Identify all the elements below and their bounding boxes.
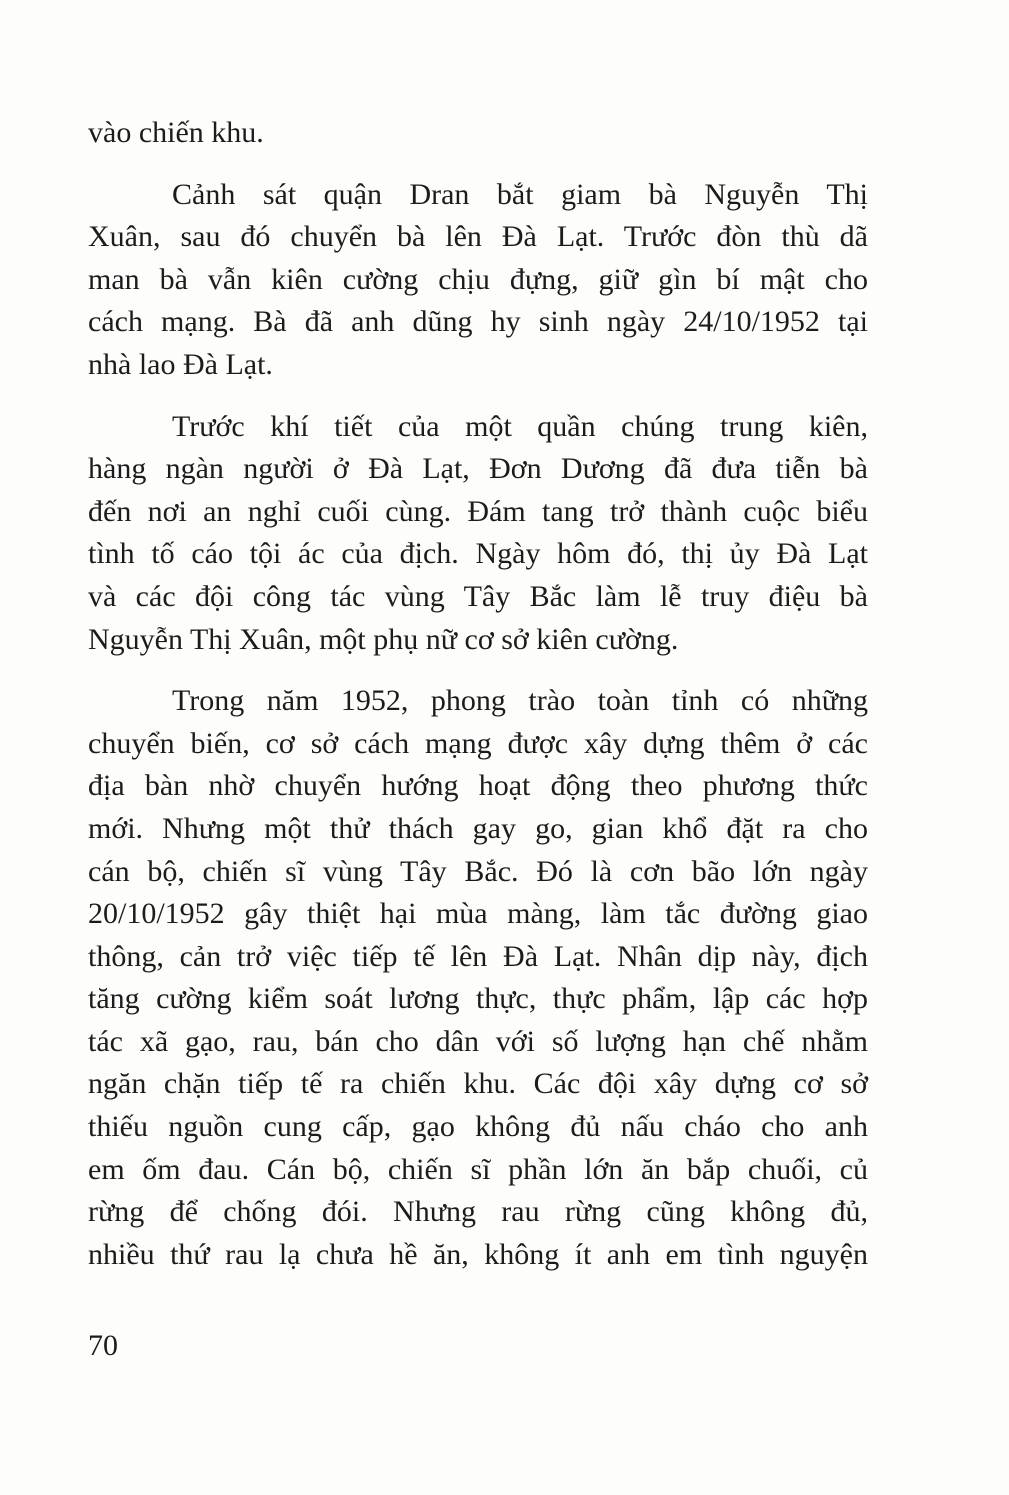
text-line: man bà vẫn kiên cường chịu đựng, giữ gìn bí mật cho bbox=[88, 262, 868, 296]
text-line: Nguyễn Thị Xuân, một phụ nữ cơ sở kiên cường. bbox=[88, 622, 679, 656]
paragraph-gap bbox=[88, 387, 868, 406]
text-line: chuyển biến, cơ sở cách mạng được xây dựng thêm ở các bbox=[88, 726, 868, 760]
paragraph bbox=[88, 174, 868, 387]
text-line: mới. Nhưng một thử thách gay go, gian khổ đặt ra cho bbox=[88, 811, 868, 845]
paragraph-gap bbox=[88, 155, 868, 174]
text-line: thông, cản trở việc tiếp tế lên Đà Lạt. Nhân dịp này, địch bbox=[88, 939, 868, 973]
text-line: địa bàn nhờ chuyển hướng hoạt động theo phương thức bbox=[88, 769, 868, 803]
body-text bbox=[88, 112, 868, 1276]
text-line: cán bộ, chiến sĩ vùng Tây Bắc. Đó là cơn bão lớn ngày bbox=[88, 854, 868, 888]
text-line: tăng cường kiểm soát lương thực, thực phẩm, lập các hợp bbox=[88, 982, 868, 1016]
paragraph bbox=[88, 680, 868, 1276]
paragraph bbox=[88, 112, 868, 155]
text-line: tác xã gạo, rau, bán cho dân với số lượng hạn chế nhằm bbox=[88, 1024, 868, 1058]
text-line: và các đội công tác vùng Tây Bắc làm lễ truy điệu bà bbox=[88, 579, 868, 613]
text-line: hàng ngàn người ở Đà Lạt, Đơn Dương đã đưa tiễn bà bbox=[88, 452, 868, 486]
text-line: nhiều thứ rau lạ chưa hề ăn, không ít anh em tình nguyện bbox=[88, 1237, 868, 1271]
text-line: Xuân, sau đó chuyển bà lên Đà Lạt. Trước đòn thù dã bbox=[88, 220, 868, 254]
text-line: cách mạng. Bà đã anh dũng hy sinh ngày 24/10/1952 tại bbox=[88, 305, 868, 339]
text-line: Trong năm 1952, phong trào toàn tỉnh có những bbox=[172, 684, 868, 718]
text-line: Cảnh sát quận Dran bắt giam bà Nguyễn Thị bbox=[172, 177, 868, 211]
text-line: thiếu nguồn cung cấp, gạo không đủ nấu cháo cho anh bbox=[88, 1110, 868, 1144]
page-number: 70 bbox=[88, 1329, 118, 1362]
text-line: em ốm đau. Cán bộ, chiến sĩ phần lớn ăn bắp chuối, củ bbox=[88, 1152, 868, 1186]
text-line: rừng để chống đói. Nhưng rau rừng cũng không đủ, bbox=[88, 1195, 868, 1229]
text-line: đến nơi an nghỉ cuối cùng. Đám tang trở thành cuộc biểu bbox=[88, 494, 868, 528]
text-line: vào chiến khu. bbox=[88, 116, 264, 149]
text-line: 20/10/1952 gây thiệt hại mùa màng, làm tắc đường giao bbox=[88, 897, 868, 931]
text-line: ngăn chặn tiếp tế ra chiến khu. Các đội xây dựng cơ sở bbox=[88, 1067, 868, 1101]
paragraph bbox=[88, 406, 868, 662]
paragraph-gap bbox=[88, 661, 868, 680]
text-line: Trước khí tiết của một quần chúng trung kiên, bbox=[172, 409, 868, 443]
text-line: nhà lao Đà Lạt. bbox=[88, 347, 273, 381]
text-line: tình tố cáo tội ác của địch. Ngày hôm đó, thị ủy Đà Lạt bbox=[88, 537, 868, 571]
